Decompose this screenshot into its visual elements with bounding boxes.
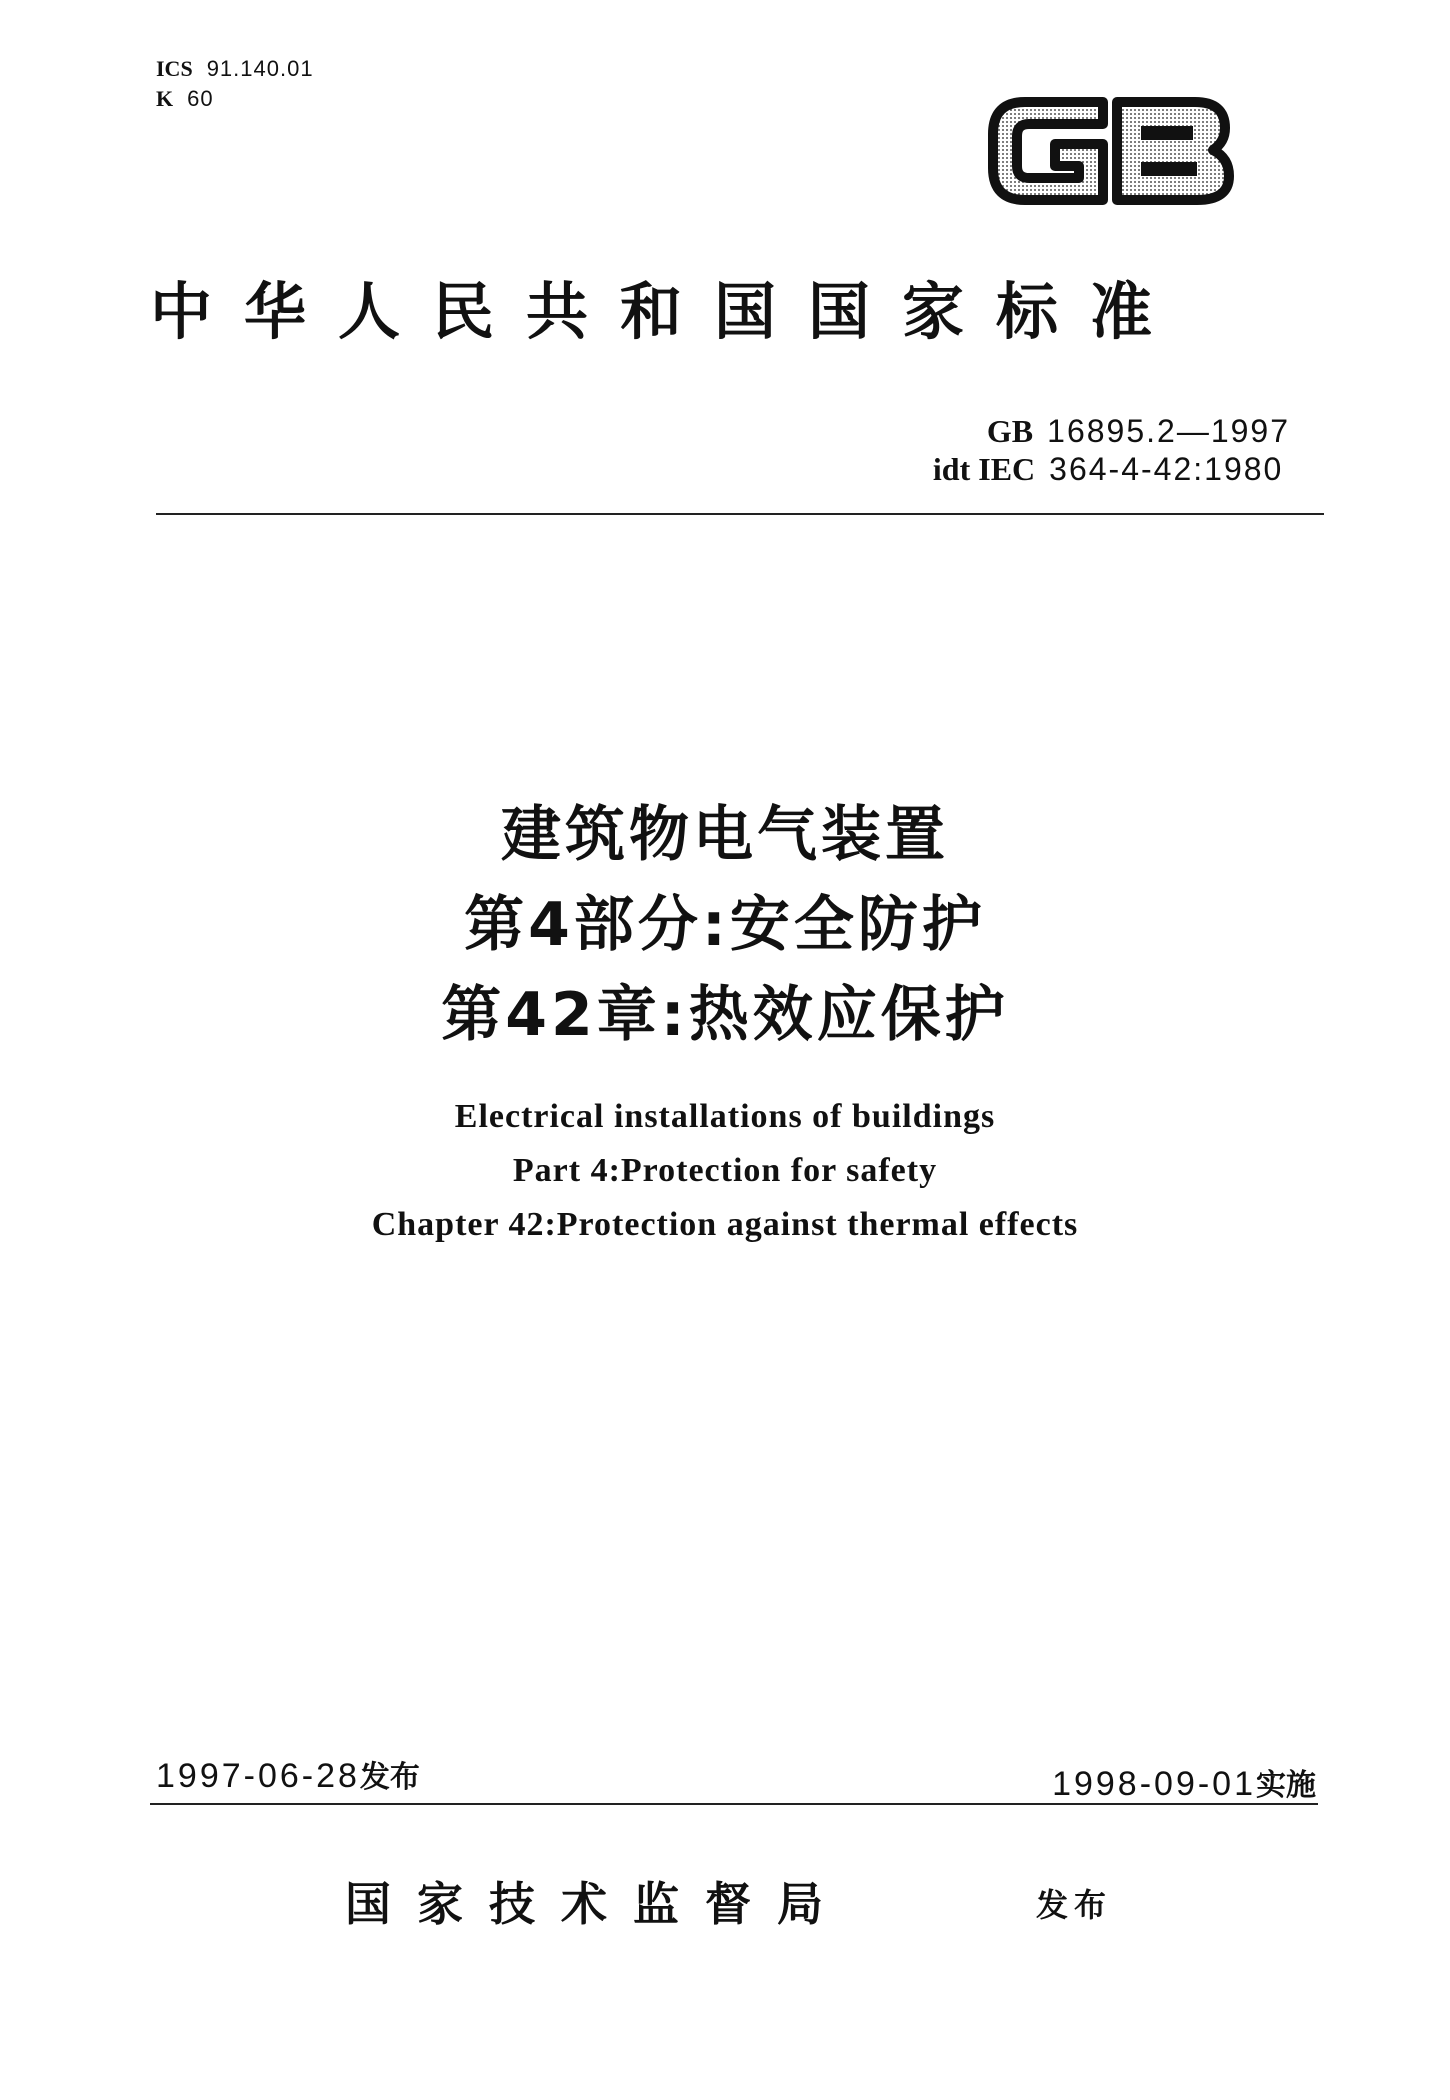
implementation-date-value: 1998-09-01 xyxy=(1052,1765,1256,1803)
ics-label: ICS xyxy=(156,56,193,81)
national-standard-heading: 中华人民共和国国家标准 xyxy=(150,275,1185,348)
chinese-title-line-2: 第4部分:安全防护 xyxy=(464,890,986,960)
english-title xyxy=(0,1090,1450,1252)
idt-number: 364-4-42:1980 xyxy=(1049,451,1284,487)
idt-label: idt IEC xyxy=(932,451,1036,487)
chinese-title xyxy=(0,790,1450,1060)
implementation-date xyxy=(1052,1760,1316,1804)
standard-codes xyxy=(932,412,1290,488)
k-line xyxy=(156,84,314,114)
gb-number: 16895.2—1997 xyxy=(1047,413,1290,449)
issue-suffix: 发布 xyxy=(359,1760,420,1795)
chinese-title-line-3: 第42章:热效应保护 xyxy=(441,980,1009,1050)
top-divider xyxy=(156,513,1324,515)
english-title-line-1: Electrical installations of buildings xyxy=(454,1098,996,1135)
logo-g xyxy=(993,102,1103,200)
gb-logo xyxy=(985,80,1235,220)
gb-code-line xyxy=(987,412,1290,450)
k-value: 60 xyxy=(187,86,214,111)
logo-b xyxy=(1117,102,1229,200)
implementation-suffix: 实施 xyxy=(1256,1768,1316,1803)
english-title-line-3: Chapter 42:Protection against thermal effects xyxy=(371,1206,1079,1243)
ics-line xyxy=(156,54,314,84)
publisher-action: 发布 xyxy=(1036,1886,1113,1924)
publisher-name: 国家技术监督局 xyxy=(345,1877,849,1931)
chinese-title-line-1: 建筑物电气装置 xyxy=(501,800,949,870)
gb-label: GB xyxy=(986,413,1034,449)
issue-date xyxy=(156,1752,420,1796)
ics-value: 91.140.01 xyxy=(206,56,314,81)
issue-date-value: 1997-06-28 xyxy=(156,1757,360,1795)
idt-code-line xyxy=(933,450,1290,488)
k-label: K xyxy=(156,86,174,111)
classification-codes xyxy=(156,54,314,114)
bottom-divider xyxy=(150,1803,1318,1805)
english-title-line-2: Part 4:Protection for safety xyxy=(512,1152,938,1189)
